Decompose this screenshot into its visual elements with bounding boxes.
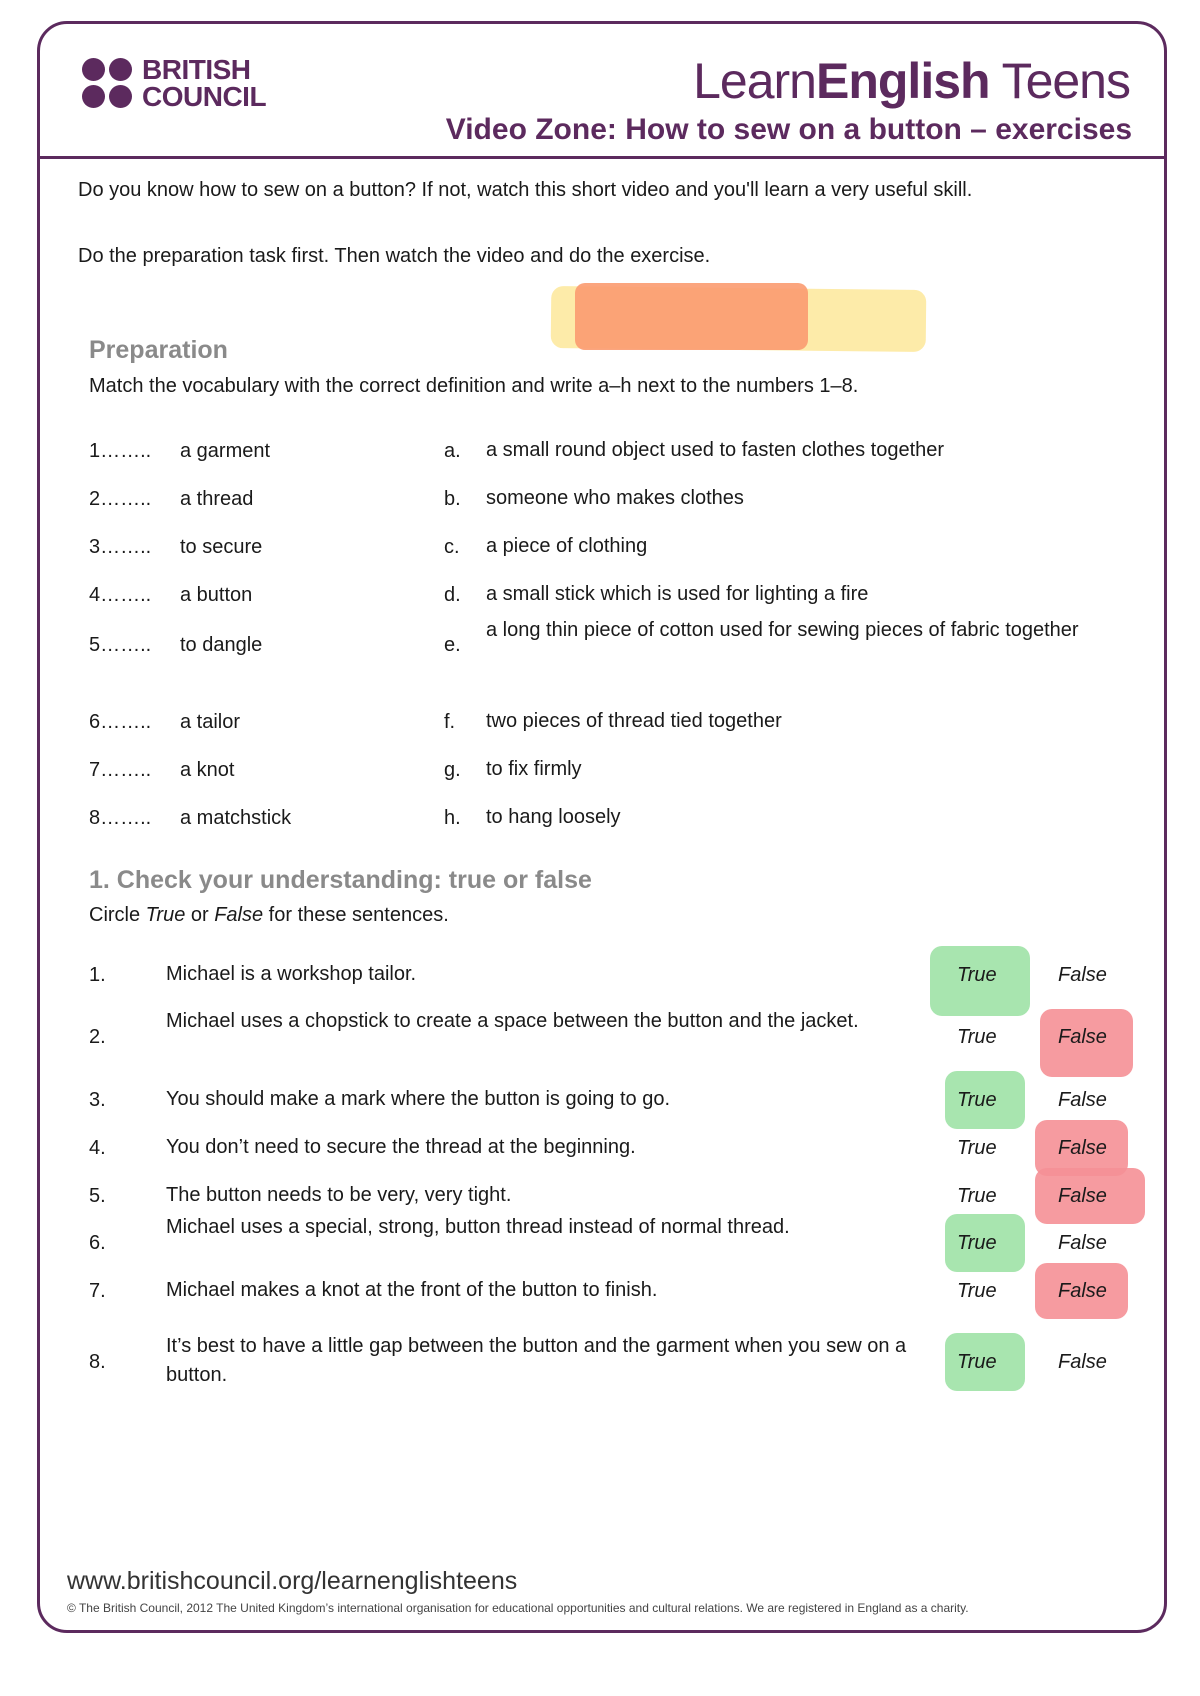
statement-number: 5. (89, 1185, 106, 1207)
vocab-word: a knot (180, 759, 235, 781)
footer-url[interactable]: www.britishcouncil.org/learnenglishteens (67, 1567, 518, 1595)
definition-letter: h. (444, 807, 461, 829)
true-option[interactable]: True (957, 1026, 997, 1048)
definition-text: to hang loosely (486, 806, 621, 828)
statement-text: You should make a mark where the button is going to go. (166, 1088, 671, 1110)
definition-text: a long thin piece of cotton used for sewing pieces of fabric together (486, 619, 1079, 641)
true-option[interactable]: True (957, 964, 997, 986)
statement-number: 2. (89, 1026, 106, 1048)
logo-line2: COUNCIL (142, 81, 267, 112)
statement-number: 6. (89, 1232, 106, 1254)
vocab-word: a matchstick (180, 807, 292, 829)
definition-letter: a. (444, 440, 461, 462)
vocab-answer-blank[interactable]: 6…….. (89, 711, 152, 733)
statement-number: 3. (89, 1089, 106, 1111)
true-option[interactable]: True (957, 1089, 997, 1111)
false-option[interactable]: False (1058, 1185, 1107, 1207)
statement-text: The button needs to be very, very tight. (166, 1184, 512, 1206)
statement-number: 8. (89, 1351, 106, 1373)
intro-line-1: Do you know how to sew on a button? If not, watch this short video and you'll learn a very useful skill. (78, 179, 973, 201)
check-instruction: Circle True or False for these sentences. (89, 904, 449, 926)
vocab-word: a garment (180, 440, 271, 462)
false-option[interactable]: False (1058, 1232, 1107, 1254)
definition-letter: e. (444, 634, 461, 656)
definition-text: a small round object used to fasten clothes together (486, 439, 945, 461)
definition-letter: c. (444, 536, 460, 558)
definition-text: two pieces of thread tied together (486, 710, 782, 732)
true-option[interactable]: True (957, 1185, 997, 1207)
false-option[interactable]: False (1058, 1089, 1107, 1111)
definition-text: a piece of clothing (486, 535, 648, 557)
statement-text: Michael uses a chopstick to create a space between the button and the jacket. (166, 1010, 859, 1032)
header-divider (37, 156, 1167, 159)
preparation-instruction: Match the vocabulary with the correct definition and write a–h next to the numbers 1–8. (89, 375, 859, 397)
vocab-answer-blank[interactable]: 1…….. (89, 440, 152, 462)
definition-letter: g. (444, 759, 461, 781)
false-option[interactable]: False (1058, 1026, 1107, 1048)
vocab-answer-blank[interactable]: 8…….. (89, 807, 152, 829)
vocab-answer-blank[interactable]: 4…….. (89, 584, 152, 606)
vocab-answer-blank[interactable]: 5…….. (89, 634, 152, 656)
false-option[interactable]: False (1058, 1280, 1107, 1302)
orange-highlight-mark (575, 283, 808, 350)
definition-text: to fix firmly (486, 758, 582, 780)
vocab-word: a tailor (180, 711, 241, 733)
british-council-logo (82, 56, 266, 110)
definition-text: someone who makes clothes (486, 487, 744, 509)
check-heading: 1. Check your understanding: true or false (89, 866, 592, 894)
statement-number: 7. (89, 1280, 106, 1302)
learnenglish-teens-brand: LearnEnglish Teens (693, 53, 1130, 109)
definition-letter: b. (444, 488, 461, 510)
statement-text: You don’t need to secure the thread at the beginning. (166, 1136, 636, 1158)
true-option[interactable]: True (957, 1232, 997, 1254)
vocab-word: a button (180, 584, 253, 606)
vocab-answer-blank[interactable]: 2…….. (89, 488, 152, 510)
vocab-word: to dangle (180, 634, 263, 656)
statement-text: It’s best to have a little gap between the button and the garment when you sew on a button. (166, 1335, 907, 1386)
definition-letter: d. (444, 584, 461, 606)
preparation-heading: Preparation (89, 336, 228, 364)
false-option[interactable]: False (1058, 964, 1107, 986)
true-option[interactable]: True (957, 1351, 997, 1373)
statement-text: Michael makes a knot at the front of the button to finish. (166, 1279, 658, 1301)
intro-line-2: Do the preparation task first. Then watch the video and do the exercise. (78, 245, 711, 267)
statement-text: Michael uses a special, strong, button thread instead of normal thread. (166, 1216, 790, 1238)
statement-number: 1. (89, 964, 106, 986)
statement-text: Michael is a workshop tailor. (166, 963, 417, 985)
true-option[interactable]: True (957, 1137, 997, 1159)
page-title: Video Zone: How to sew on a button – exercises (445, 113, 1132, 146)
logo-dots-icon (82, 58, 132, 108)
vocab-answer-blank[interactable]: 3…….. (89, 536, 152, 558)
true-option[interactable]: True (957, 1280, 997, 1302)
false-option[interactable]: False (1058, 1137, 1107, 1159)
vocab-word: a thread (180, 488, 254, 510)
false-option[interactable]: False (1058, 1351, 1107, 1373)
logo-line1: BRITISH (142, 54, 251, 85)
footer-copyright: © The British Council, 2012 The United Kingdom’s international organisation for educational opportunities and cultural relations. We are registered in England as a charity. (67, 1601, 969, 1615)
vocab-answer-blank[interactable]: 7…….. (89, 759, 152, 781)
definition-letter: f. (444, 711, 456, 733)
statement-number: 4. (89, 1137, 106, 1159)
vocab-word: to secure (180, 536, 263, 558)
definition-text: a small stick which is used for lighting a fire (486, 583, 869, 605)
